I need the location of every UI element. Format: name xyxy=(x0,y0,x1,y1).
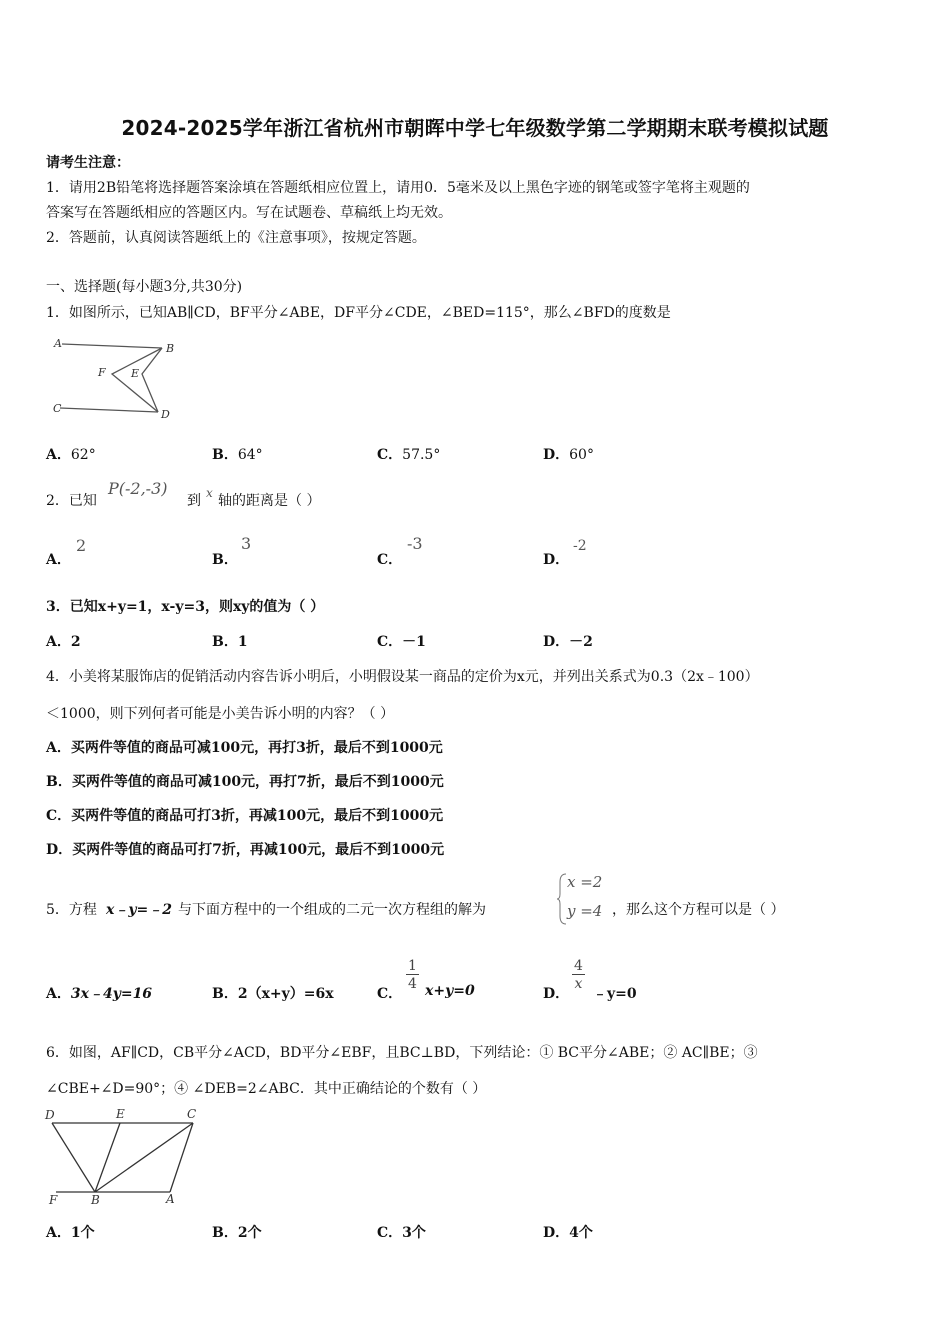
q6-option-d[interactable]: D．4个 xyxy=(543,1225,593,1241)
q6-line-db xyxy=(52,1123,95,1192)
section-heading: 一、选择题(每小题3分,共30分) xyxy=(46,279,243,295)
q3-option-d[interactable]: D．－2 xyxy=(543,634,593,650)
q6-line-ca xyxy=(170,1123,193,1192)
q6-label-f: F xyxy=(49,1193,58,1205)
q1-label-f: F xyxy=(98,366,106,379)
q4-option-c[interactable]: C．买两件等值的商品可打3折，再减100元，最后不到1000元 xyxy=(46,808,444,824)
q4-option-a[interactable]: A．买两件等值的商品可减100元，再打3折，最后不到1000元 xyxy=(46,740,443,756)
q1-label-d: D xyxy=(161,408,170,421)
q2-option-a-value: 2 xyxy=(76,536,87,555)
q1-polyline-bed xyxy=(142,348,162,412)
q6-line-eb xyxy=(95,1123,120,1192)
q5-option-b[interactable]: B．2（x+y）=6x xyxy=(212,986,334,1002)
q6-figure xyxy=(40,1105,210,1205)
notice-line-2: 答案写在答题纸相应的答题区内。写在试题卷、草稿纸上均无效。 xyxy=(46,205,452,221)
q6-option-c[interactable]: C．3个 xyxy=(377,1225,426,1241)
q2-option-c[interactable]: C． xyxy=(377,552,403,568)
q1-label-c: C xyxy=(53,402,62,415)
q2-option-d[interactable]: D． xyxy=(543,552,570,568)
q5-option-c[interactable]: C． xyxy=(377,986,403,1002)
q5-option-c-rest: x+y=0 xyxy=(425,983,475,999)
q5-option-a[interactable]: A．3x﹣4y=16 xyxy=(46,986,153,1002)
q1-option-b[interactable]: B．64° xyxy=(212,447,263,463)
q2-suffix: 轴的距离是（ ） xyxy=(218,493,321,509)
q4-option-b[interactable]: B．买两件等值的商品可减100元，再打7折，最后不到1000元 xyxy=(46,774,444,790)
q1-option-c[interactable]: C．57.5° xyxy=(377,447,441,463)
q2-option-c-value: -3 xyxy=(407,534,423,553)
q3-text: 3．已知x+y=1，x-y=3，则xy的值为（ ） xyxy=(46,599,325,615)
q1-text: 1．如图所示，已知AB∥CD，BF平分∠ABE，DF平分∠CDE，∠BED=115°，那么∠BFD的度数是 xyxy=(46,305,671,321)
q5-system-x: x =2 xyxy=(567,873,603,891)
q6-option-b[interactable]: B．2个 xyxy=(212,1225,262,1241)
q5-suffix: ，那么这个方程可以是（ ） xyxy=(612,902,785,918)
q2-point: P(-2,-3) xyxy=(108,479,168,498)
q6-line-1: 6．如图，AF∥CD，CB平分∠ACD，BD平分∠EBF，且BC⊥BD，下列结论：① BC平分∠ABE；② AC∥BE；③ xyxy=(46,1045,758,1061)
q6-label-d: D xyxy=(45,1108,55,1122)
q5-option-d-fraction: $\frac{4}{x}$ xyxy=(574,958,583,992)
q1-label-e: E xyxy=(131,367,140,380)
q3-option-a[interactable]: A．2 xyxy=(46,634,81,650)
q5-option-c-fraction: $\frac{1}{4}$ xyxy=(408,958,417,992)
q6-line-2: ∠CBE+∠D=90°；④ ∠DEB=2∠ABC．其中正确结论的个数有（ ） xyxy=(46,1081,487,1097)
q1-label-b: B xyxy=(166,342,175,355)
q2-option-b[interactable]: B． xyxy=(212,552,238,568)
notice-line-3: 2．答题前，认真阅读答题纸上的《注意事项》，按规定答题。 xyxy=(46,230,426,246)
q1-option-a[interactable]: A．62° xyxy=(46,447,96,463)
q1-option-d[interactable]: D．60° xyxy=(543,447,594,463)
q2-prefix: 2．已知 xyxy=(46,493,97,509)
q1-line-ab xyxy=(62,344,162,348)
q1-label-a: A xyxy=(54,337,62,350)
page-title: 2024-2025学年浙江省杭州市朝晖中学七年级数学第二学期期末联考模拟试题 xyxy=(121,116,829,140)
q2-option-d-value: -2 xyxy=(573,538,587,554)
q2-axis: x xyxy=(206,486,213,500)
q4-line-1: 4．小美将某服饰店的促销活动内容告诉小明后，小明假设某一商品的定价为x元，并列出关系式为0.3（2x﹣100） xyxy=(46,669,759,685)
q3-option-c[interactable]: C．－1 xyxy=(377,634,426,650)
q3-option-b[interactable]: B．1 xyxy=(212,634,248,650)
q4-line-2: ＜1000，则下列何者可能是小美告诉小明的内容？（ ） xyxy=(46,706,395,722)
q2-mid: 到 xyxy=(187,493,201,509)
q5-middle: 与下面方程中的一个组成的二元一次方程组的解为 xyxy=(178,902,486,918)
q2-option-a[interactable]: A． xyxy=(46,552,71,568)
q6-label-b: B xyxy=(91,1193,100,1205)
q1-line-cd xyxy=(60,408,158,412)
q6-label-e: E xyxy=(116,1107,125,1121)
q5-system-y: y =4 xyxy=(567,902,603,920)
q5-equation: x﹣y=﹣2 xyxy=(106,902,172,918)
q5-option-d-rest: ﹣y=0 xyxy=(593,986,637,1002)
q1-figure xyxy=(50,336,185,426)
q6-line-cb xyxy=(95,1123,193,1192)
q5-prefix: 5．方程 xyxy=(46,902,97,918)
q6-option-a[interactable]: A．1个 xyxy=(46,1225,95,1241)
notice-line-1: 1．请用2B铅笔将选择题答案涂填在答题纸相应位置上，请用0．5毫米及以上黑色字迹的钢笔或签字笔将主观题的 xyxy=(46,180,750,196)
q5-option-d[interactable]: D． xyxy=(543,986,570,1002)
q2-option-b-value: 3 xyxy=(241,534,252,553)
q6-label-c: C xyxy=(187,1107,197,1121)
q6-label-a: A xyxy=(166,1192,175,1205)
q4-option-d[interactable]: D．买两件等值的商品可打7折，再减100元，最后不到1000元 xyxy=(46,842,445,858)
notice-heading: 请考生注意： xyxy=(46,155,130,171)
